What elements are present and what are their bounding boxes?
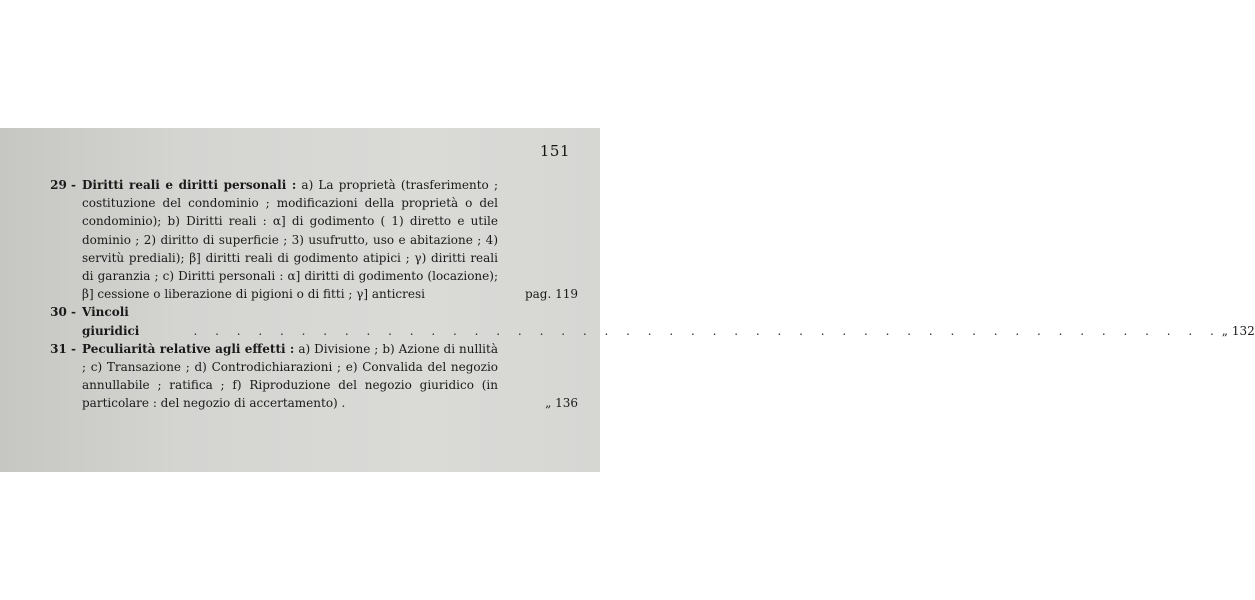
entry-body: [82, 303, 1255, 339]
entry-number: 30 -: [50, 305, 76, 320]
entry-description: a) Divisione ; b) Azione di nullità ; c) Transazione ; d) Controdichiarazioni ; e) Convalida del negozio annullabile ; ratifica ; f) Riproduzione del negozio giuridico (in particolare : del negozio di accertamento) .: [82, 341, 499, 411]
toc-entry-29: [30, 176, 578, 303]
entry-page-ref: pag. 119: [524, 287, 578, 302]
page-number: 151: [539, 142, 570, 160]
entry-body: [82, 176, 578, 303]
book-page: [0, 128, 1255, 472]
leader-dots: [186, 322, 1175, 340]
entry-number: 31 -: [50, 341, 76, 356]
entry-description: a) La proprietà (trasferimento ; costituzione del condominio ; modificazioni della proprietà o del condominio); b) Diritti reali : α] di godimento ( 1) diretto e utile dominio ; 2) diritto di superficie ; 3) usufrutto, uso e abitazione ; 4) servitù prediali); β] diritti reali di godimento atipici ; γ) diritti reali di garanzia ; c) Diritti personali : α] diritti di godimento (locazione); β] cessione o liberazione di pigioni o di fitti ; γ] anticresi: [82, 178, 498, 302]
entry-page-ref: „ 132: [1221, 323, 1255, 338]
toc-entry-31: [30, 340, 578, 413]
entry-number: 29 -: [50, 178, 76, 192]
entry-title: Vincoli giuridici: [82, 305, 140, 338]
entry-text: [82, 176, 498, 303]
entry-body: [82, 340, 578, 413]
toc-entry-30: [30, 303, 1255, 339]
entry-text: [82, 303, 186, 339]
entry-page-ref: „ 136: [545, 396, 578, 411]
entry-title: Peculiarità relative agli effetti :: [82, 341, 295, 356]
entry-text: [82, 340, 498, 413]
entry-title: Diritti reali e diritti personali :: [82, 178, 297, 192]
table-of-contents: [30, 176, 1255, 413]
